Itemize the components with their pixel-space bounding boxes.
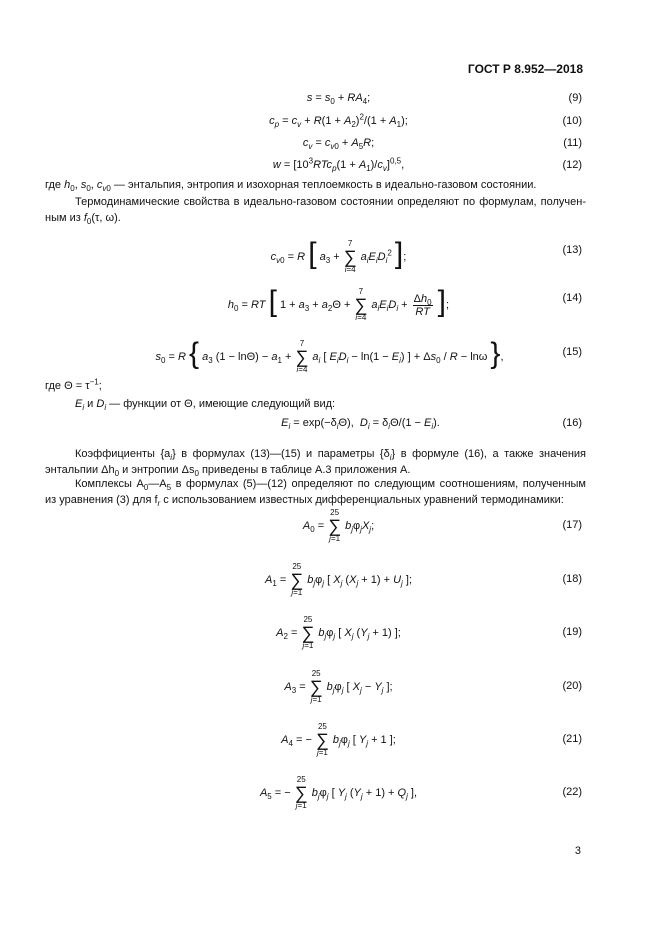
- equation-number: (13): [562, 244, 582, 256]
- equation-number: (17): [562, 519, 582, 531]
- equation-number: (19): [562, 626, 582, 638]
- equation-number: (20): [562, 680, 582, 692]
- equation-number: (14): [562, 292, 582, 304]
- equation-number: (12): [562, 159, 582, 171]
- document-page: ГОСТ Р 8.952—2018 $s = s_0 + RA_4$; (9) $c_p = c_v + R(1 + A_2)^2/(1 + A_1)$; (10) $c_v = c_{v0} + A_5R$; (11) $w = [10^3RTc_p(1 + A_1)/c_v]^{0,5}$, (12) где $h_0$, $s_0$, $c_{v0}$ — энтальпия, энтропия и изохорная теплоемкость в идеально-газовом состоянии. Термодинамические свойства в идеально-газовом состоянии определяют по формулам, получен-ным из $f_0(\tau$, ω). $c_{v0} = R$ [ $a_3$ + 7 ∑ i=4 $a_iE_iD_i^2$ ]; (13) $h_0$ = RT [ $1 + a_3 + a_2\Theta$ + 7 ∑ i=4 $a_iE_iD_i$ + $\frac{\Delta h_0}{RT}$ ]; (14) $s_0 = R$ { $a_3$ $(1 - \ln\Theta) - a_1$ + 7 ∑ i=4 $a_i$ [ $E_iD_i - \ln(1 - E_i)$ ] + $\Delta s_0 / R - \ln\omega$ }, (15) где $\Theta = \tau^{-1}$; $E_i$ и $D_i$ — функции от Θ, имеющие следующий вид: $E_i = \exp(-\delta_i\Theta)$, $D_i = \delta_i\Theta/(1 - E_i)$. (16) Коэффициенты $\{a_i\}$ в формулах (13)—(15) и параметры $\{\delta_i\}$ в формуле (16), а также значения энтальпии $\Delta h_0$ и энтропии $\Delta s_0$ приведены в таблице А.3 приложения А. Комплексы $A_0—A_5$ в формулах (5)—(12) определяют по следующим соотношениям, полученным из уравнения (3) для $f_r$ с использованием известных дифференциальных уравнений термодинамики: $A_0$ = 25 ∑ j=1 $b_j\varphi_jX_j$; (17) $A_1$ = 25 ∑ j=1 $b_j\varphi_j$ [ $X_j$ $(X_j + 1) + U_j$ ]; (18) $A_2$ = 25 ∑ j=1 $b_j\varphi_j$ [ $X_j$ $(Y_j + 1)$ ]; (19) $A_3$ = 25 ∑ j=1 $b_j\varphi_j$ [ $X_j - Y_j$ ]; (20) $A_4$ = − 25 ∑ j=1 $b_j\varphi_j$ [ $Y_j + 1$ ]; (21) $A_5$ = − 25 ∑ j=1 $b_j\varphi_j$ [ $Y_j$ $(Y_j + 1) + Q_j$ ], (22) 3: [45, 62, 587, 857]
- equation-number: (21): [562, 733, 582, 745]
- equation-number: (15): [562, 346, 582, 358]
- equation-number: (10): [562, 115, 582, 127]
- paragraph-ideal-gas: Термодинамические свойства в идеально-газовом состоянии определяют по формулам, получен-ным из $f_0(\tau$, ω).: [45, 196, 586, 227]
- standard-header: ГОСТ Р 8.952—2018: [467, 62, 583, 76]
- equation-number: (18): [562, 573, 582, 585]
- paragraph-complexes: Комплексы $A_0—A_5$ в формулах (5)—(12) определяют по следующим соотношениям, полученным из уравнения (3) для $f_r$ с использованием известных дифференциальных уравнений термодинамики:: [45, 478, 586, 509]
- paragraph-coefficients: Коэффициенты $\{a_i\}$ в формулах (13)—(15) и параметры $\{\delta_i\}$ в формуле (16), а также значения энтальпии $\Delta h_0$ и энтропии $\Delta s_0$ приведены в таблице А.3 приложения А.: [45, 448, 587, 479]
- equation-number: (22): [562, 786, 582, 798]
- page-number: 3: [574, 845, 581, 857]
- paragraph-functions: $E_i$ и $D_i$ — функции от Θ, имеющие следующий вид:: [75, 398, 336, 413]
- paragraph-definitions: где $h_0$, $s_0$, $c_{v0}$ — энтальпия, энтропия и изохорная теплоемкость в идеально-газовом состоянии.: [45, 179, 537, 194]
- paragraph-theta: где $\Theta = \tau^{-1}$;: [45, 377, 102, 392]
- equation-number: (11): [563, 137, 582, 149]
- equation-number: (9): [568, 92, 582, 104]
- equation-number: (16): [562, 417, 582, 429]
